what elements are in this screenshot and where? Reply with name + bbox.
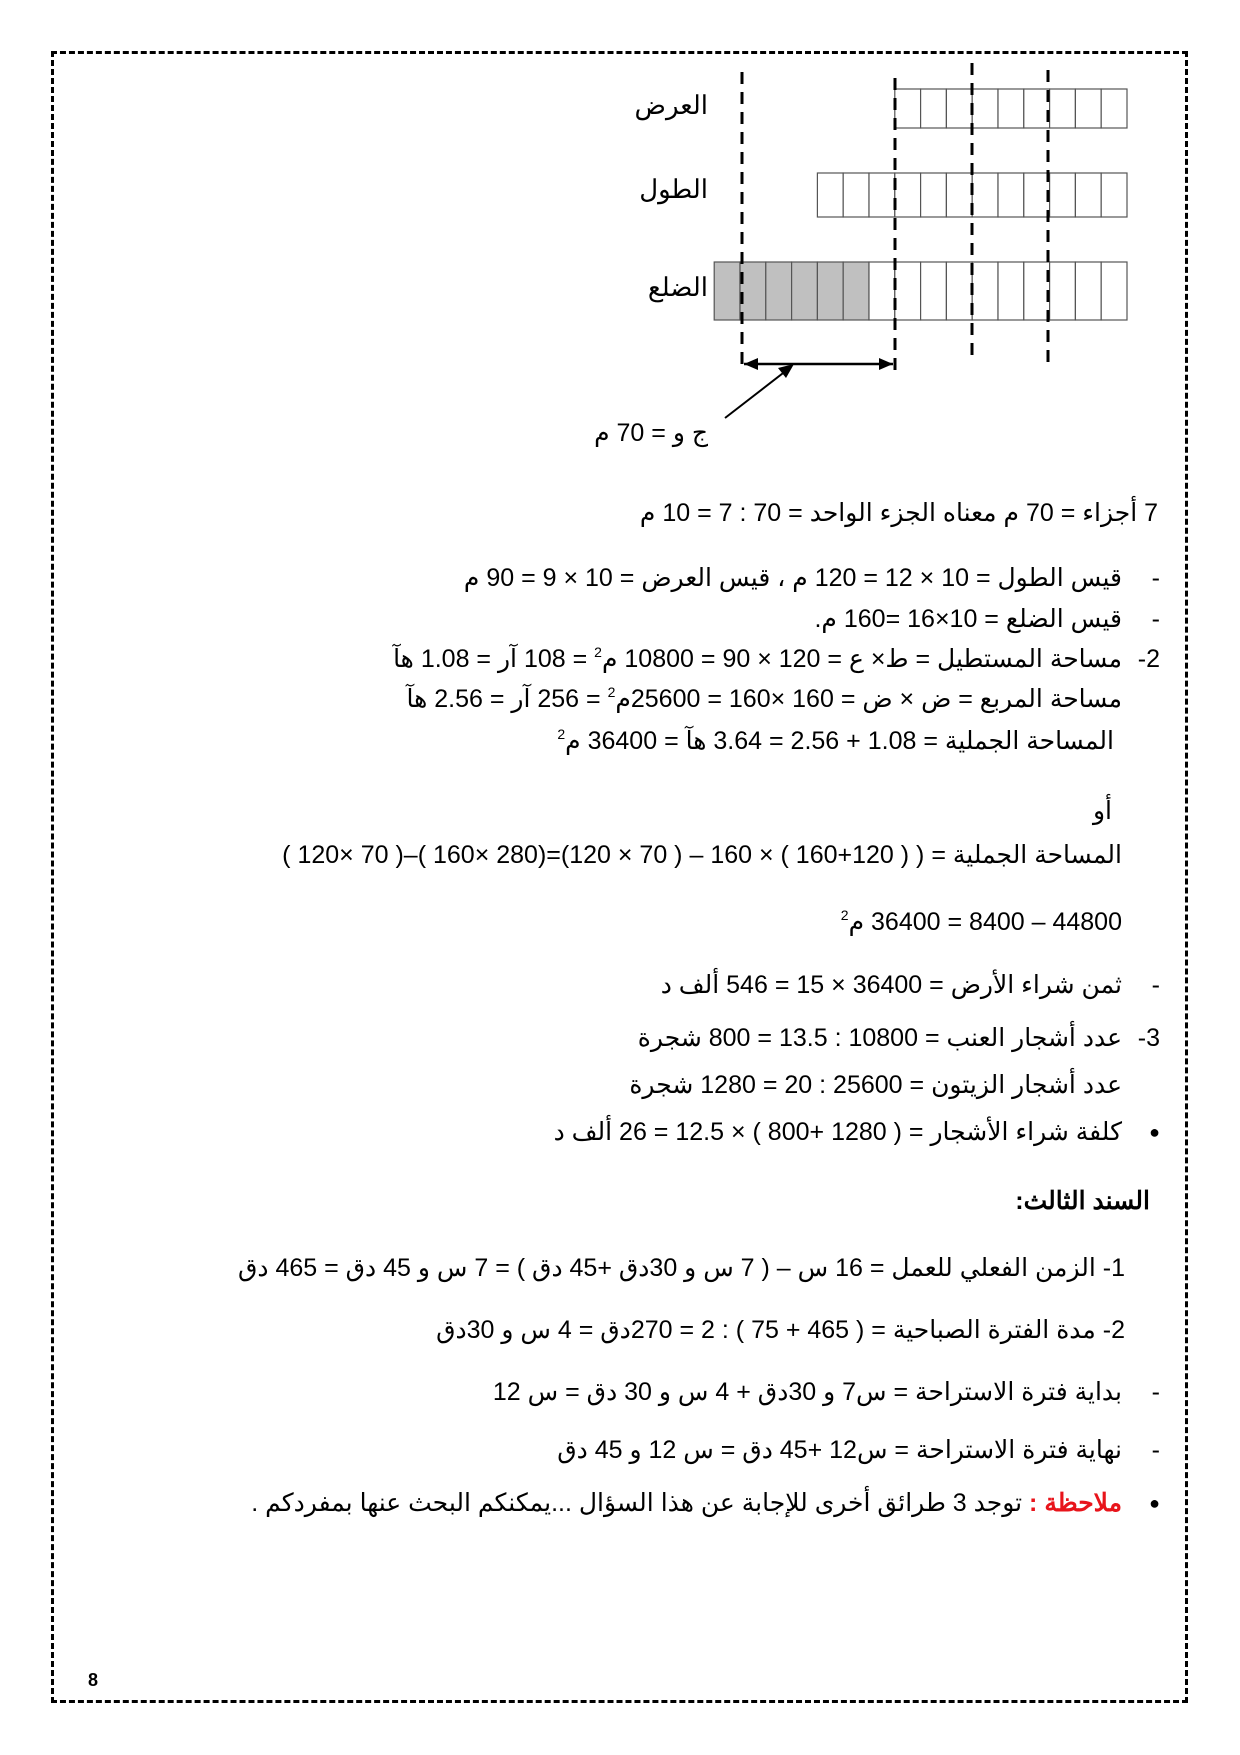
item-number: 2- [1137,645,1160,673]
total-area-alt-result: 44800 – 8400 = 36400 م$^2$ [840,907,1122,936]
bar-cell [895,262,921,320]
bar-cell [972,262,998,320]
dimension-arrow [744,358,893,370]
dash-bullet: - [1151,971,1160,999]
bar-cell [1101,173,1127,217]
dot-bullet: ● [1149,1493,1160,1513]
bar-cell [1050,173,1076,217]
bar-cell [946,173,972,217]
width-bar [895,89,1127,128]
bar-cell [895,89,921,128]
bar-cell [998,89,1024,128]
trees-cost-line: كلفة شراء الأشجار = ( 1280 +800 ) × 12.5 = 26 ألف د [553,1118,1122,1146]
shaded-cell [792,262,818,320]
bar-cell [972,89,998,128]
square-area-line: مساحة المربع = ض × ض = 160 ×160 = 25600م$^2$ = 256 آر = 2.56 هآ [406,684,1122,713]
bar-cell [1101,262,1127,320]
bar-cell [1075,173,1101,217]
page-number: 8 [88,1670,99,1690]
bar-cell [946,262,972,320]
length-width-line: قيس الطول = 10 × 12 = 120 م ، قيس العرض = 10 × 9 = 90 م [463,564,1122,592]
morning-period-line: 2- مدة الفترة الصباحية = ( 465 + 75 ) : 2 = 270دق = 4 س و 30دق [436,1316,1125,1344]
side-line: قيس الضلع = 10×16 =160 م. [814,605,1122,633]
total-area-alt-line: المساحة الجملية = ( ( 120+160 ) × 160 – ( 70 × 120)=(280 ×160 )–( 70 ×120 ) [282,841,1122,869]
break-start-line: بداية فترة الاستراحة = س7 و 30دق + 4 س و 30 دق = س 12 [492,1378,1122,1406]
bar-cell [895,173,921,217]
bar-cell [1075,89,1101,128]
bar-cell [998,173,1024,217]
bar-cell [1024,262,1050,320]
work-time-line: 1- الزمن الفعلي للعمل = 16 س – ( 7 س و 30دق +45 دق ) = 7 س و 45 دق = 465 دق [237,1254,1125,1282]
parts-line: 7 أجزاء = 70 م معناه الجزء الواحد = 70 : 7 = 10 م [639,499,1158,527]
bar-cell [1050,89,1076,128]
bar-model-diagram [0,0,1240,460]
bar-cell [1024,173,1050,217]
shaded-cell [766,262,792,320]
shaded-cell [843,262,869,320]
note-label: ملاحظة : [1029,1489,1122,1517]
bar-cell [972,173,998,217]
section-title: السند الثالث: [1015,1187,1150,1215]
bar-cell [843,173,869,217]
note-text: توجد 3 طرائق أخرى للإجابة عن هذا السؤال ...يمكنكم البحث عنها بمفردكم . [251,1489,1030,1517]
label-width: العرض [634,90,708,120]
pointer-arrow [725,364,794,418]
dot-bullet: ● [1149,1122,1160,1142]
break-end-line: نهاية فترة الاستراحة = س12 +45 دق = س 12 و 45 دق [557,1436,1122,1464]
bar-cell [1050,262,1076,320]
grape-trees-line: عدد أشجار العنب = 10800 : 13.5 = 800 شجرة [637,1024,1122,1052]
dash-bullet: - [1151,564,1160,592]
label-length: الطول [639,174,708,204]
or-text: أو [1092,797,1112,825]
bar-cell [1101,89,1127,128]
annotation-70m: ج و = 70 م [594,419,708,447]
bar-cell [921,173,947,217]
bar-cell [1024,89,1050,128]
dash-bullet: - [1151,605,1160,633]
bar-cell [817,173,843,217]
total-area-line: المساحة الجملية = 1.08 + 2.56 = 3.64 هآ = 36400 م$^2$ [557,726,1114,755]
rectangle-area-line: مساحة المستطيل = ط× ع = 120 × 90 = 10800 م$^2$ = 108 آر = 1.08 هآ [393,644,1122,673]
dash-bullet: - [1151,1436,1160,1464]
bar-cell [946,89,972,128]
bar-cell [1075,262,1101,320]
dash-bullet: - [1151,1378,1160,1406]
shaded-cell [714,262,740,320]
bar-cell [869,173,895,217]
shaded-cell [740,262,766,320]
bar-cell [998,262,1024,320]
olive-trees-line: عدد أشجار الزيتون = 25600 : 20 = 1280 شجرة [629,1071,1122,1099]
bar-cell [869,262,895,320]
bar-cell [921,262,947,320]
note-line [251,1488,1122,1518]
item-number: 3- [1137,1024,1160,1052]
bar-cell [921,89,947,128]
side-bar [714,262,1127,320]
shaded-cell [817,262,843,320]
label-side: الضلع [647,272,708,302]
land-price-line: ثمن شراء الأرض = 36400 × 15 = 546 ألف د [660,971,1122,999]
